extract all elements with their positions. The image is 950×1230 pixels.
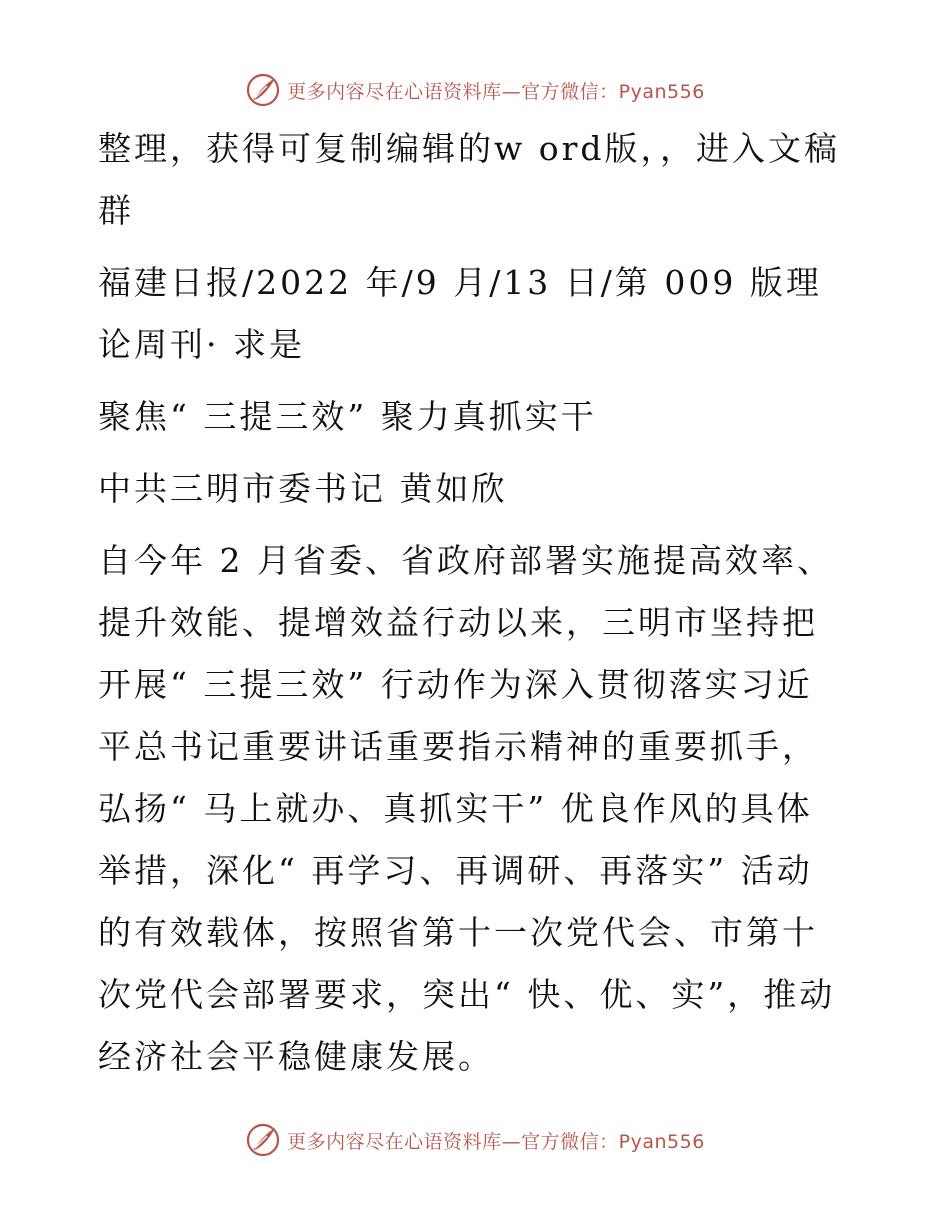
source-line: 福建日报/2022 年/9 月/13 日/第 009 版理论周刊· 求是 [98, 263, 822, 364]
watermark-text: 更多内容尽在心语资料库—官方微信：Pyan556 [287, 1130, 705, 1153]
watermark-footer [0, 1120, 950, 1160]
document-body [98, 118, 848, 1088]
article-title: 聚焦“ 三提三效” 聚力真抓实干 [98, 397, 597, 436]
feather-quill-logo [245, 1122, 281, 1158]
feather-quill-logo [245, 72, 281, 108]
author-line: 中共三明市委书记 黄如欣 [98, 469, 508, 508]
body-paragraph: 自今年 2 月省委、省政府部署实施提高效率、提升效能、提增效益行动以来，三明市坚持把开展“ 三提三效” 行动作为深入贯彻落实习近平总书记重要讲话重要指示精神的重要抓手，弘扬“ 马上就办、真抓实干” 优良作风的具体举措，深化“ 再学习、再调研、再落实” 活动的有效载体，按照省第十一次党代会、市第十次党代会部署要求，突出“ 快、优、实”，推动经济社会平稳健康发展。 [98, 541, 836, 1076]
intro-line: 整理，获得可复制编辑的w ord版，，进入文稿群 [98, 129, 841, 230]
watermark-header [0, 70, 950, 110]
watermark-text: 更多内容尽在心语资料库—官方微信：Pyan556 [287, 80, 705, 103]
